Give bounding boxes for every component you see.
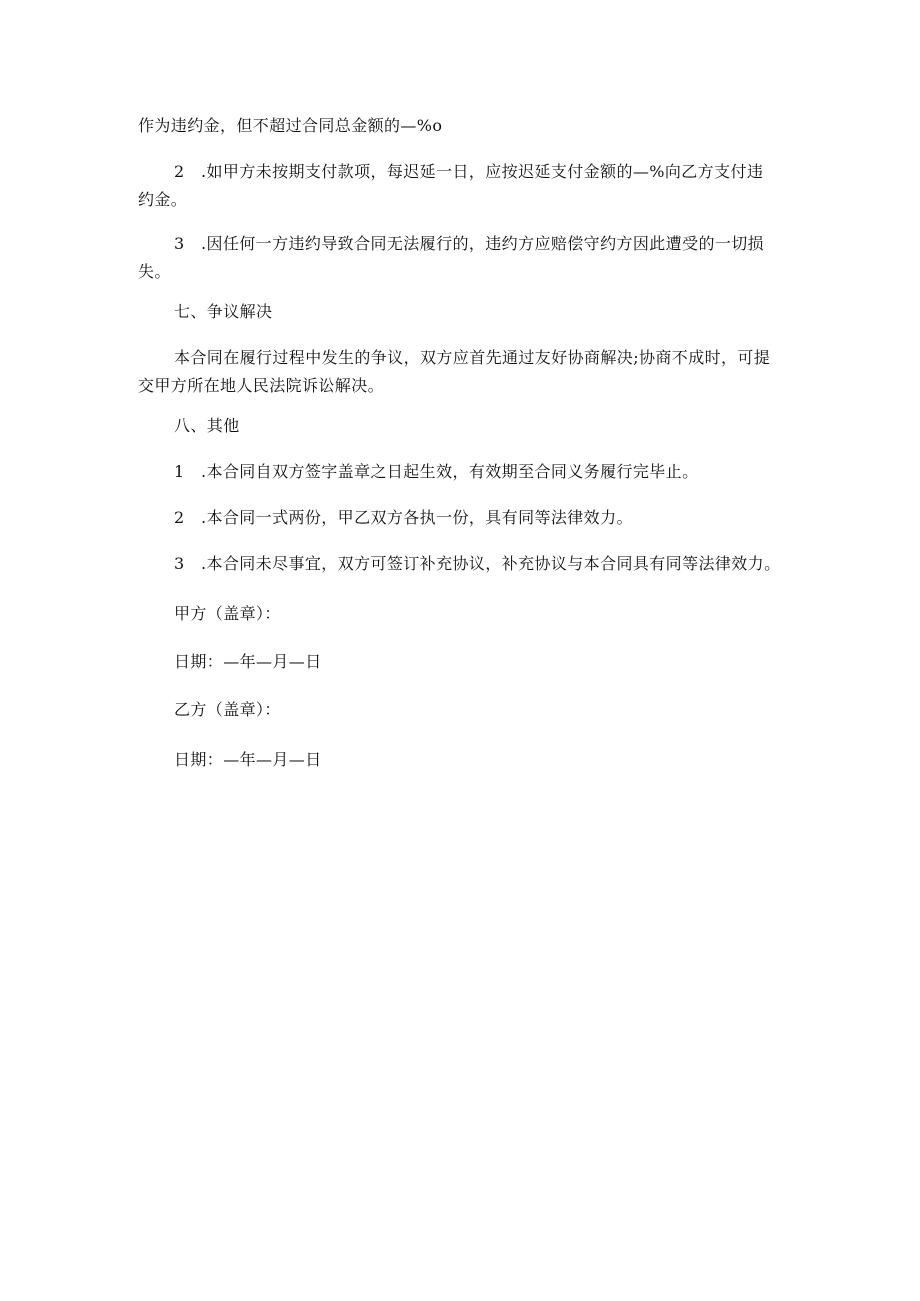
paragraph-penalty-cap: 作为违约金，但不超过合同总金额的—%o <box>138 116 443 135</box>
heading-dispute-resolution: 七、争议解决 <box>174 302 273 321</box>
party-a-date-label: 日期：—年—月—日 <box>174 652 322 671</box>
paragraph-late-payment-penalty: 2 .如甲方未按期支付款项，每迟延一日，应按迟延支付金额的—%向乙方支付违约金。 <box>138 162 764 209</box>
paragraph-effective-date: 1 .本合同自双方签字盖章之日起生效，有效期至合同义务履行完毕止。 <box>174 462 699 481</box>
paragraph-copies: 2 .本合同一式两份，甲乙双方各执一份，具有同等法律效力。 <box>174 508 633 527</box>
party-b-date-label: 日期：—年—月—日 <box>174 750 322 769</box>
paragraph-breach-compensation: 3 .因任何一方违约导致合同无法履行的，违约方应赔偿守约方因此遭受的一切损失。 <box>138 234 765 281</box>
party-a-seal-label: 甲方（盖章）： <box>174 604 281 623</box>
paragraph-supplementary-agreement: 3 .本合同未尽事宜，双方可签订补充协议，补充协议与本合同具有同等法律效力。 <box>174 554 781 573</box>
paragraph-dispute-resolution: 本合同在履行过程中发生的争议，双方应首先通过友好协商解决;协商不成时，可提交甲方所在地人民法院诉讼解决。 <box>138 348 771 395</box>
party-b-seal-label: 乙方（盖章）： <box>174 700 281 719</box>
heading-other: 八、其他 <box>174 416 240 435</box>
